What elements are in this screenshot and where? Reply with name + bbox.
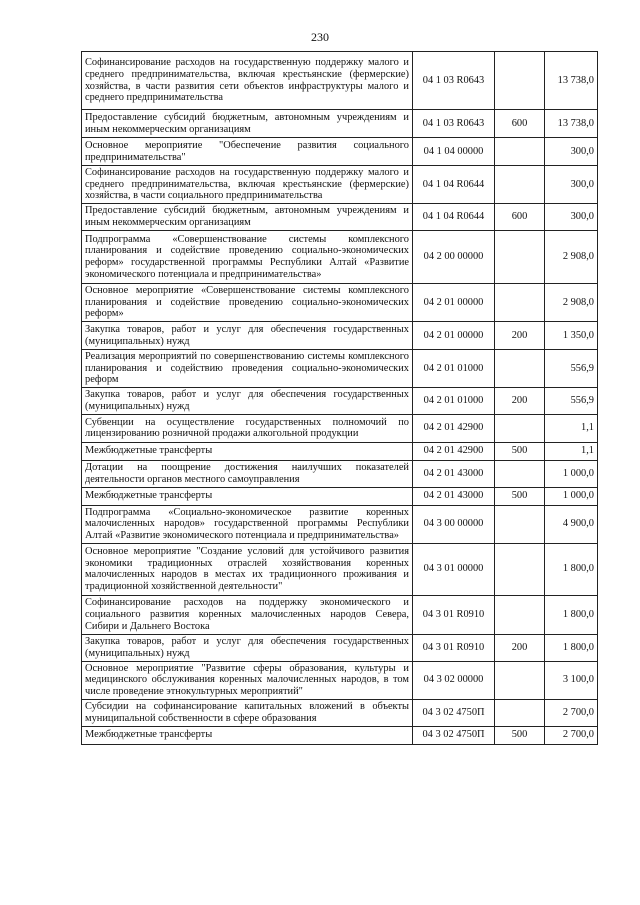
row-expense-type: [495, 661, 545, 699]
row-amount: 1 350,0: [545, 322, 598, 350]
row-expense-type: 500: [495, 442, 545, 460]
row-description: Реализация мероприятий по совершенствованию системы комплексного планирования и содействию проведения социально-экономических реформ: [82, 350, 413, 388]
row-amount: 556,9: [545, 387, 598, 414]
row-target-code: 04 2 01 01000: [413, 387, 495, 414]
row-target-code: 04 3 02 4750П: [413, 699, 495, 726]
table-row: [82, 543, 598, 595]
row-target-code: 04 1 04 R0644: [413, 166, 495, 204]
row-amount: 300,0: [545, 138, 598, 166]
row-target-code: 04 3 01 R0910: [413, 595, 495, 634]
table-row: [82, 138, 598, 166]
row-target-code: 04 2 01 01000: [413, 350, 495, 388]
table-row: [82, 414, 598, 442]
row-amount: 4 900,0: [545, 505, 598, 543]
row-target-code: 04 1 04 00000: [413, 138, 495, 166]
row-description: Межбюджетные трансферты: [82, 442, 413, 460]
row-amount: 2 700,0: [545, 726, 598, 744]
table-row: [82, 110, 598, 138]
row-target-code: 04 3 02 00000: [413, 661, 495, 699]
table-row: [82, 284, 598, 322]
table-row: [82, 699, 598, 726]
row-target-code: 04 2 01 00000: [413, 322, 495, 350]
row-expense-type: 200: [495, 387, 545, 414]
row-description: Софинансирование расходов на государственную поддержку малого и среднего предпринимательства, включая крестьянские (фермерские) хозяйства, в части развития сети объектов инфраструктуры малого и среднего предпринимательства: [82, 52, 413, 110]
row-description: Дотации на поощрение достижения наилучших показателей деятельности органов местного самоуправления: [82, 460, 413, 487]
table-row: [82, 460, 598, 487]
table-row: [82, 204, 598, 231]
row-target-code: 04 2 01 43000: [413, 487, 495, 505]
row-expense-type: [495, 284, 545, 322]
row-description: Субвенции на осуществление государственных полномочий по лицензированию розничной продажи алкогольной продукции: [82, 414, 413, 442]
row-description: Предоставление субсидий бюджетным, автономным учреждениям и иным некоммерческим организациям: [82, 110, 413, 138]
row-expense-type: [495, 231, 545, 284]
row-amount: 300,0: [545, 204, 598, 231]
table-row: [82, 322, 598, 350]
row-description: Основное мероприятие "Развитие сферы образования, культуры и медицинского обслуживания коренных малочисленных народов, в том числе проведение этнокультурных мероприятий": [82, 661, 413, 699]
table-row: [82, 442, 598, 460]
row-amount: 1 000,0: [545, 460, 598, 487]
row-expense-type: 600: [495, 110, 545, 138]
row-amount: 1 800,0: [545, 595, 598, 634]
table-row: [82, 634, 598, 661]
row-expense-type: 600: [495, 204, 545, 231]
row-target-code: 04 3 01 00000: [413, 543, 495, 595]
table-row: [82, 661, 598, 699]
row-target-code: 04 3 00 00000: [413, 505, 495, 543]
row-description: Закупка товаров, работ и услуг для обеспечения государственных (муниципальных) нужд: [82, 322, 413, 350]
row-amount: 556,9: [545, 350, 598, 388]
row-amount: 1 800,0: [545, 543, 598, 595]
row-expense-type: [495, 414, 545, 442]
row-expense-type: 200: [495, 634, 545, 661]
row-description: Межбюджетные трансферты: [82, 726, 413, 744]
row-expense-type: [495, 543, 545, 595]
table-row: [82, 726, 598, 744]
row-target-code: 04 1 04 R0644: [413, 204, 495, 231]
row-target-code: 04 2 00 00000: [413, 231, 495, 284]
row-target-code: 04 1 03 R0643: [413, 110, 495, 138]
budget-table: [81, 51, 598, 745]
row-description: Софинансирование расходов на поддержку экономического и социального развития коренных малочисленных народов Севера, Сибири и Дальнего Востока: [82, 595, 413, 634]
row-target-code: 04 2 01 42900: [413, 414, 495, 442]
row-description: Предоставление субсидий бюджетным, автономным учреждениям и иным некоммерческим организациям: [82, 204, 413, 231]
row-description: Основное мероприятие "Обеспечение развития социального предпринимательства": [82, 138, 413, 166]
row-target-code: 04 3 01 R0910: [413, 634, 495, 661]
row-expense-type: [495, 166, 545, 204]
row-expense-type: [495, 505, 545, 543]
budget-table-body: [82, 52, 598, 745]
row-expense-type: 200: [495, 322, 545, 350]
table-row: [82, 350, 598, 388]
row-amount: 1 800,0: [545, 634, 598, 661]
row-amount: 300,0: [545, 166, 598, 204]
row-description: Закупка товаров, работ и услуг для обеспечения государственных (муниципальных) нужд: [82, 634, 413, 661]
row-description: Основное мероприятие «Совершенствование системы комплексного планирования и содействие проведению социально-экономических реформ»: [82, 284, 413, 322]
row-target-code: 04 2 01 42900: [413, 442, 495, 460]
page-number: 230: [311, 30, 329, 44]
row-amount: 2 700,0: [545, 699, 598, 726]
row-amount: 13 738,0: [545, 110, 598, 138]
table-row: [82, 52, 598, 110]
row-description: Основное мероприятие "Создание условий для устойчивого развития экономики традиционных отраслей хозяйствования коренных малочисленных народов в местах их традиционного проживания и традиционной хозяйственной деятельности": [82, 543, 413, 595]
table-row: [82, 595, 598, 634]
table-row: [82, 487, 598, 505]
table-row: [82, 231, 598, 284]
row-amount: 13 738,0: [545, 52, 598, 110]
row-amount: 2 908,0: [545, 231, 598, 284]
row-description: Подпрограмма «Социально-экономическое развитие коренных малочисленных народов» государственной программы Республики Алтай «Развитие экономического потенциала и предпринимательства»: [82, 505, 413, 543]
row-expense-type: [495, 138, 545, 166]
row-amount: 2 908,0: [545, 284, 598, 322]
row-expense-type: 500: [495, 487, 545, 505]
row-target-code: 04 1 03 R0643: [413, 52, 495, 110]
row-description: Субсидии на софинансирование капитальных вложений в объекты муниципальной собственности в сфере образования: [82, 699, 413, 726]
row-description: Межбюджетные трансферты: [82, 487, 413, 505]
row-amount: 3 100,0: [545, 661, 598, 699]
row-description: Закупка товаров, работ и услуг для обеспечения государственных (муниципальных) нужд: [82, 387, 413, 414]
row-amount: 1,1: [545, 442, 598, 460]
row-target-code: 04 2 01 43000: [413, 460, 495, 487]
row-expense-type: 500: [495, 726, 545, 744]
row-target-code: 04 3 02 4750П: [413, 726, 495, 744]
table-row: [82, 166, 598, 204]
row-expense-type: [495, 460, 545, 487]
row-target-code: 04 2 01 00000: [413, 284, 495, 322]
row-description: Софинансирование расходов на государственную поддержку малого и среднего предпринимательства, включая крестьянские (фермерские) хозяйства, в части социального предпринимательства: [82, 166, 413, 204]
row-amount: 1 000,0: [545, 487, 598, 505]
table-row: [82, 387, 598, 414]
row-expense-type: [495, 52, 545, 110]
row-description: Подпрограмма «Совершенствование системы комплексного планирования и содействие проведению социально-экономических реформ» государственной программы Республики Алтай «Развитие экономического потенциала и предпринимательства»: [82, 231, 413, 284]
row-expense-type: [495, 350, 545, 388]
row-expense-type: [495, 699, 545, 726]
row-expense-type: [495, 595, 545, 634]
row-amount: 1,1: [545, 414, 598, 442]
table-row: [82, 505, 598, 543]
